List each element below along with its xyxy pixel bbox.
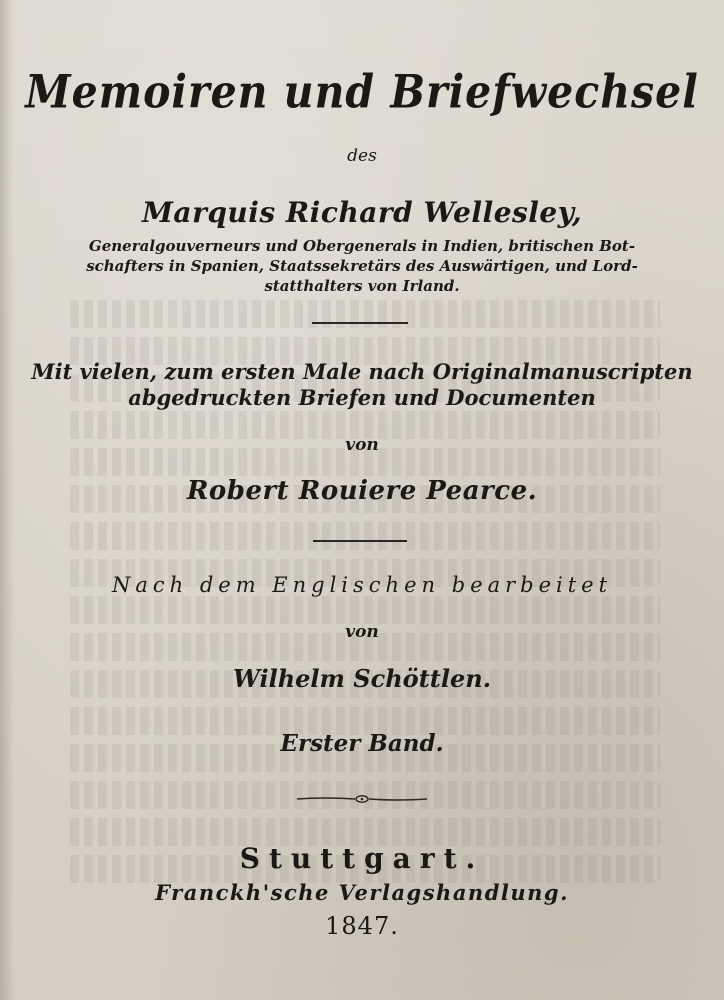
subtitle-line-2: abgedruckten Briefen und Documenten xyxy=(128,385,596,410)
ornamental-rule-icon xyxy=(295,793,429,805)
subject-titles-line-2: schafters in Spanien, Staatssekretärs des Auswärtigen, und Lord- xyxy=(86,257,638,275)
subtitle-line-1: Mit vielen, zum ersten Male nach Originalmanuscripten xyxy=(31,359,693,384)
publication-city: Stuttgart. xyxy=(239,842,485,875)
divider-rule-1 xyxy=(312,322,408,324)
subject-titles-line-3: statthalters von Irland. xyxy=(264,277,460,295)
title-connector-des: des xyxy=(347,146,377,166)
author-name: Robert Rouiere Pearce. xyxy=(186,476,538,506)
publisher-name: Franckh'sche Verlagshandlung. xyxy=(155,880,569,905)
von-connector-2: von xyxy=(345,622,379,642)
publication-year: 1847. xyxy=(325,912,399,940)
translator-name: Wilhelm Schöttlen. xyxy=(232,664,492,693)
subject-titles-line-1: Generalgouverneurs und Obergenerals in Indien, britischen Bot- xyxy=(88,237,636,255)
subject-name: Marquis Richard Wellesley, xyxy=(141,196,583,229)
volume-label: Erster Band. xyxy=(280,730,444,757)
divider-rule-2 xyxy=(313,540,407,542)
book-title: Memoiren und Briefwechsel xyxy=(25,65,699,119)
von-connector-1: von xyxy=(345,435,379,455)
translation-note: Nach dem Englischen bearbeitet xyxy=(111,573,613,597)
